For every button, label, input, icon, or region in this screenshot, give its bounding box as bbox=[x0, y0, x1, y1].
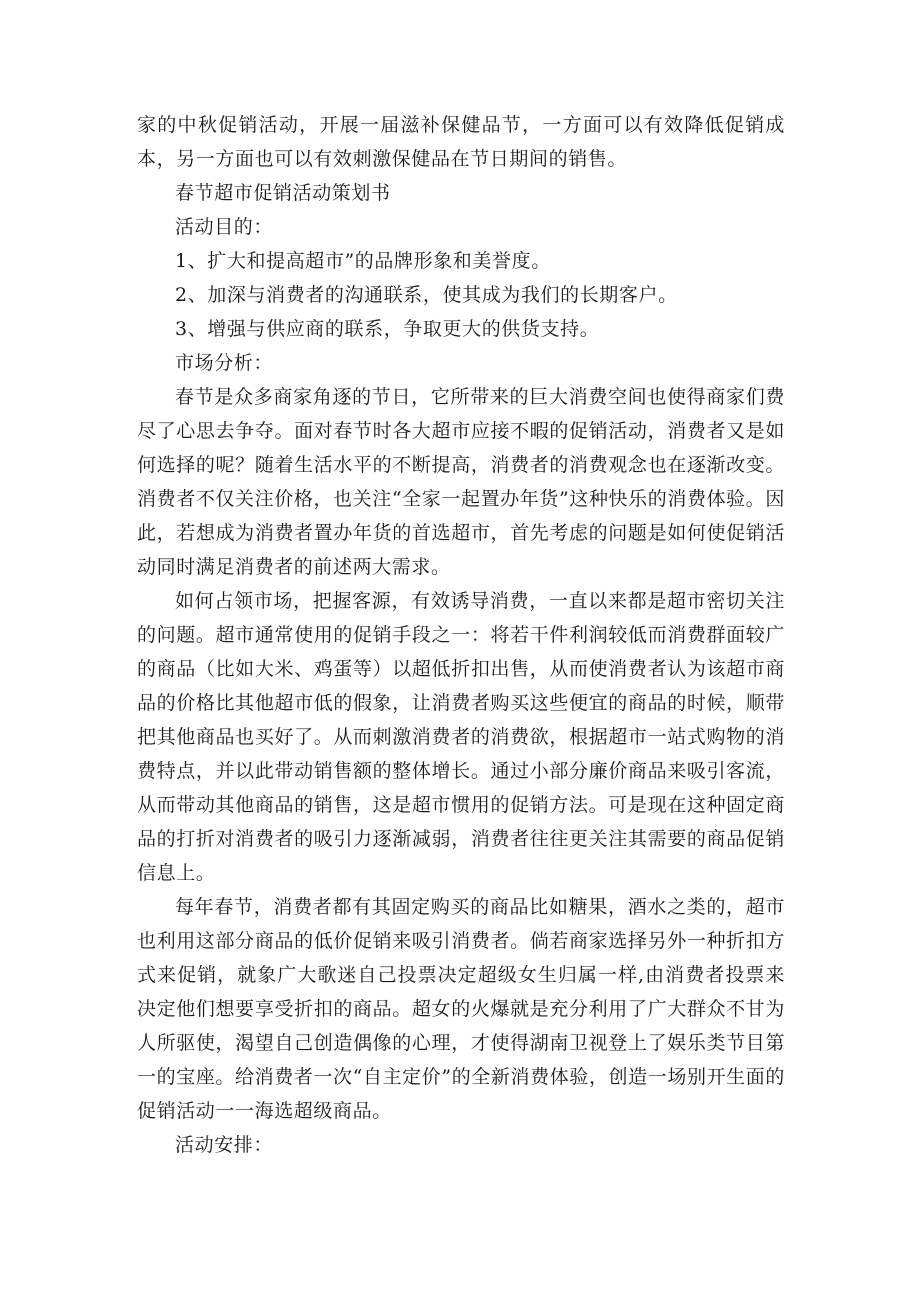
section-heading-purpose: 活动目的： bbox=[175, 216, 274, 238]
section-heading-arrangement: 活动安排： bbox=[175, 1134, 274, 1156]
section-heading-market: 市场分析： bbox=[175, 352, 274, 374]
market-paragraph-1: 春节是众多商家角逐的节日，它所带来的巨大消费空间也使得商家们费尽了心思去争夺。面对春节时各大超市应接不暇的促销活动，消费者又是如何选择的呢？随着生活水平的不断提高，消费者的消费观念也在逐渐改变。消费者不仅关注价格，也关注“全家一起置办年货”这种快乐的消费体验。因此，若想成为消费者置办年货的首选超市，首先考虑的问题是如何使促销活动同时满足消费者的前述两大需求。 bbox=[137, 386, 785, 578]
market-paragraph-3: 每年春节，消费者都有其固定购买的商品比如糖果，酒水之类的，超市也利用这部分商品的低价促销来吸引消费者。倘若商家选择另外一种折扣方式来促销，就象广大歌迷自己投票决定超级女生归属一样,由消费者投票来决定他们想要享受折扣的商品。超女的火爆就是充分利用了广大群众不甘为人所驱使，渴望自己创造偶像的心理，才使得湖南卫视登上了娱乐类节目第一的宝座。给消费者一次“自主定价”的全新消费体验，创造一场别开生面的促销活动一一海选超级商品。 bbox=[137, 896, 785, 1122]
document-title: 春节超市促销活动策划书 bbox=[175, 182, 391, 204]
purpose-item-2: 2、加深与消费者的沟通联系，使其成为我们的长期客户。 bbox=[175, 284, 678, 306]
purpose-item-3: 3、增强与供应商的联系，争取更大的供货支持。 bbox=[175, 318, 600, 340]
paragraph-continuation: 家的中秋促销活动，开展一届滋补保健品节，一方面可以有效降低促销成本，另一方面也可以有效刺激保健品在节日期间的销售。 bbox=[137, 114, 785, 170]
purpose-item-1: 1、扩大和提高超市”的品牌形象和美誉度。 bbox=[175, 250, 551, 272]
market-paragraph-2: 如何占领市场，把握客源，有效诱导消费，一直以来都是超市密切关注的问题。超市通常使用的促销手段之一：将若干件利润较低而消费群面较广的商品（比如大米、鸡蛋等）以超低折扣出售，从而使消费者认为该超市商品的价格比其他超市低的假象，让消费者购买这些便宜的商品的时候，顺带把其他商品也买好了。从而刺激消费者的消费欲，根据超市一站式购物的消费特点，并以此带动销售额的整体增长。通过小部分廉价商品来吸引客流，从而带动其他商品的销售，这是超市惯用的促销方法。可是现在这种固定商品的打折对消费者的吸引力逐渐减弱，消费者往往更关注其需要的商品促销信息上。 bbox=[137, 590, 785, 884]
